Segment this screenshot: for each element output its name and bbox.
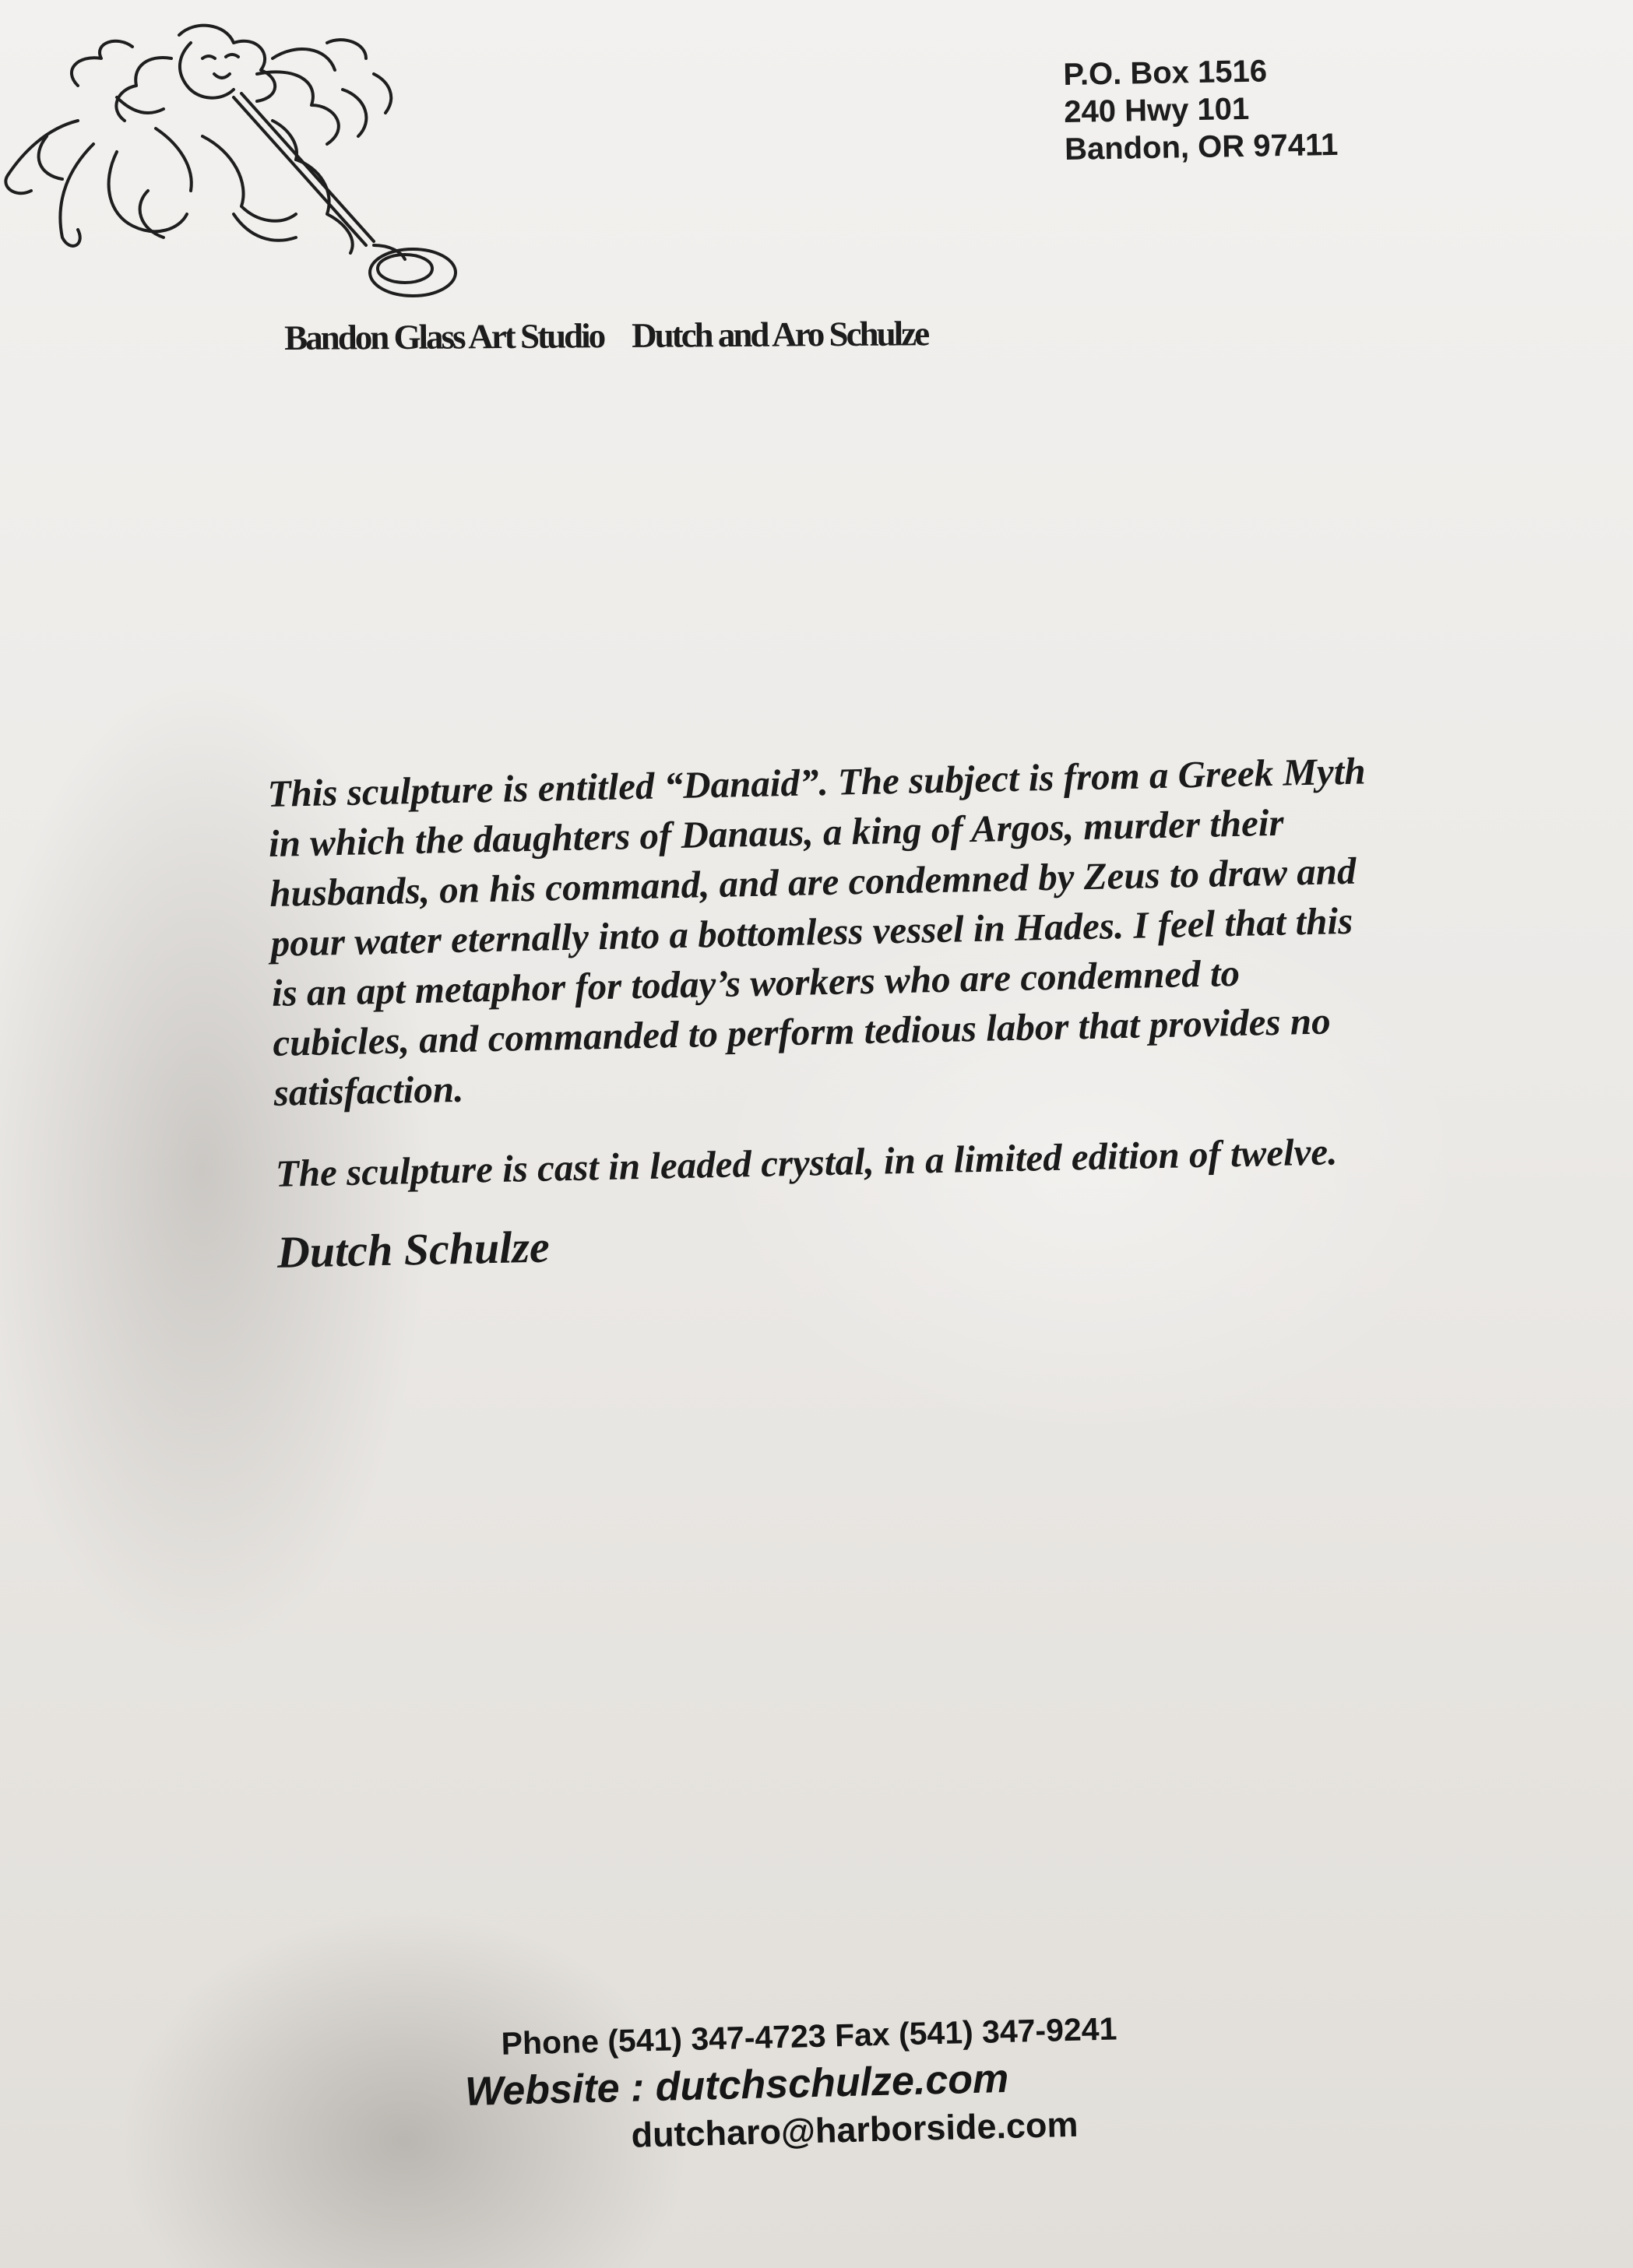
body-line: husbands, on his command, and are condemned by Zeus to draw and [269,849,1357,915]
body-line: is an apt metaphor for today’s workers who are condemned to [271,951,1241,1014]
address-line: 240 Hwy 101 [1063,91,1250,129]
glassblower-sketch-icon [0,12,467,300]
edition-note: The sculpture is cast in leaded crystal, in a limited edition of twelve. [275,1130,1338,1195]
studio-name: Bandon Glass Art Studio [284,316,604,357]
paragraph [267,743,1551,1118]
mailing-address [1063,49,1454,168]
body-line: satisfaction. [273,1067,464,1114]
email-address: dutcharo@harborside.com [630,2104,1079,2155]
contact-footer [463,2004,1245,2161]
signature: Dutch Schulze [276,1221,551,1278]
body-line: pour water eternally into a bottomless vessel in Hades. I feel that this [270,898,1353,965]
phone-fax: Phone (541) 347-4723 Fax (541) 347-9241 [501,2010,1117,2062]
letter-body [267,743,1554,1280]
artist-names: Dutch and Aro Schulze [631,314,928,355]
address-line: Bandon, OR 97411 [1064,127,1339,167]
address-line: P.O. Box 1516 [1063,54,1268,92]
body-line: cubicles, and commanded to perform tedious labor that provides no [272,999,1332,1064]
body-line: in which the daughters of Danaus, a king of Argos, murder their [268,800,1285,865]
body-line: This sculpture is entitled “Danaid”. The subject is from a Greek Myth [267,749,1367,815]
letterhead-title [284,313,927,358]
website-link: Website : dutchschulze.com [464,2055,1009,2115]
